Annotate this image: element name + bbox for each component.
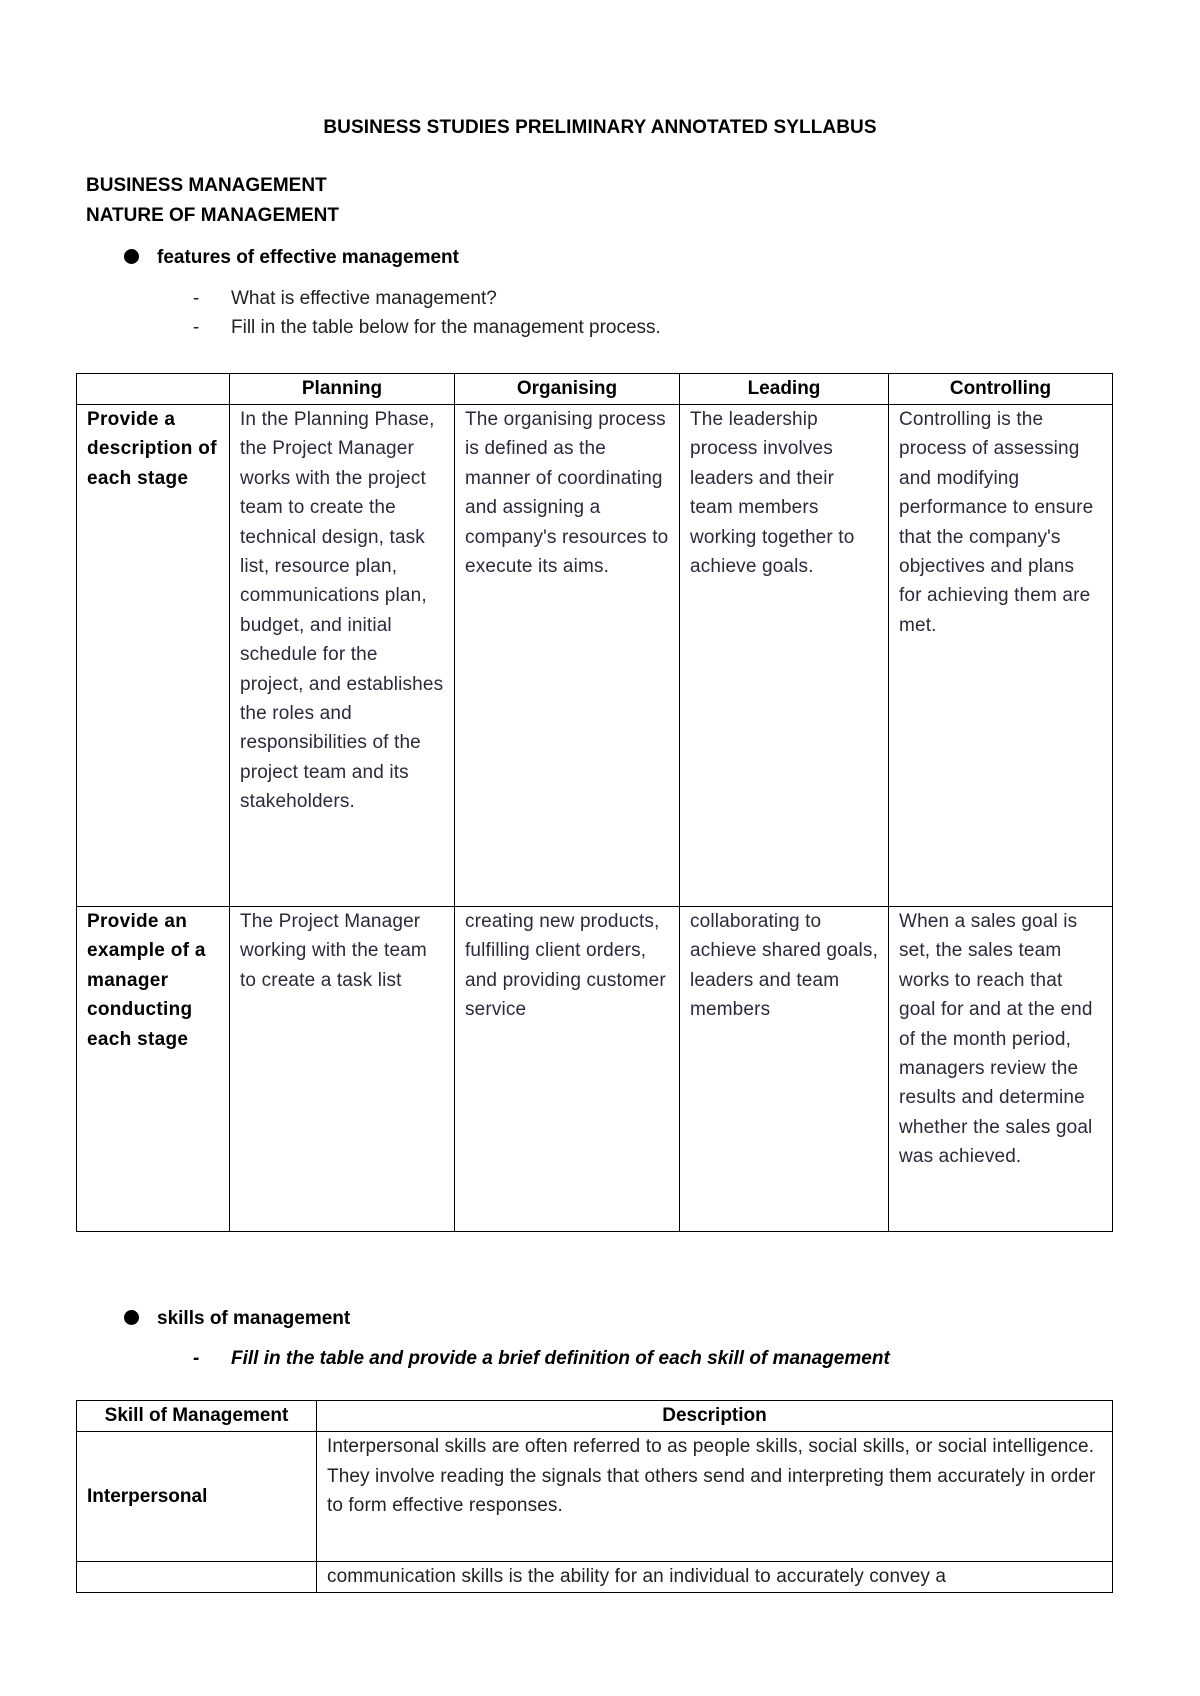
bullet-icon — [124, 249, 139, 264]
table-cell: The leadership process involves leaders and their team members working together to achieve goals. — [680, 405, 889, 907]
table-header-cell: Controlling — [889, 374, 1113, 405]
table-cell: creating new products, fulfilling client orders, and providing customer service — [455, 907, 680, 1232]
skill-name — [77, 1562, 317, 1593]
skill-name: Interpersonal — [77, 1432, 317, 1562]
skills-table — [76, 1400, 1113, 1593]
table-cell: When a sales goal is set, the sales team works to reach that goal for and at the end of the month period, managers review the results and determine whether the sales goal was achieved. — [889, 907, 1113, 1232]
task-item — [193, 1348, 890, 1370]
table-cell: The organising process is defined as the manner of coordinating and assigning a company's resources to execute its aims. — [455, 405, 680, 907]
dash-icon: - — [193, 317, 200, 338]
task-item — [193, 317, 661, 339]
task-text: Fill in the table below for the management process. — [231, 317, 661, 338]
management-process-table — [76, 373, 1113, 1232]
row-label: Provide an example of a manager conducting each stage — [77, 907, 230, 1232]
dash-icon: - — [193, 1348, 200, 1369]
table-header-cell: Description — [317, 1401, 1113, 1432]
table-header-cell — [77, 374, 230, 405]
bullet-icon — [124, 1310, 139, 1325]
bullet-skills — [124, 1308, 350, 1330]
table-header-cell: Skill of Management — [77, 1401, 317, 1432]
table-row — [77, 405, 1113, 907]
table-row — [77, 1432, 1113, 1562]
dash-icon: - — [193, 288, 200, 309]
task-text: Fill in the table and provide a brief definition of each skill of management — [231, 1348, 890, 1369]
bullet-features — [124, 247, 459, 269]
table-cell: collaborating to achieve shared goals, leaders and team members — [680, 907, 889, 1232]
section-heading-business-management: BUSINESS MANAGEMENT — [86, 175, 327, 196]
section-heading-nature-of-management: NATURE OF MANAGEMENT — [86, 205, 339, 226]
table-header-row — [77, 374, 1113, 405]
bullet-label: features of effective management — [157, 247, 459, 268]
task-text: What is effective management? — [231, 288, 497, 309]
skill-description: communication skills is the ability for an individual to accurately convey a — [317, 1562, 1113, 1593]
table-cell: Controlling is the process of assessing and modifying performance to ensure that the company's objectives and plans for achieving them are met. — [889, 405, 1113, 907]
task-item — [193, 288, 497, 310]
table-header-row — [77, 1401, 1113, 1432]
table-header-cell: Organising — [455, 374, 680, 405]
skill-description: Interpersonal skills are often referred to as people skills, social skills, or social intelligence. They involve reading the signals that others send and interpreting them accurately in order to form effective responses. — [317, 1432, 1113, 1562]
table-row — [77, 1562, 1113, 1593]
row-label: Provide a description of each stage — [77, 405, 230, 907]
table-cell: The Project Manager working with the team to create a task list — [230, 907, 455, 1232]
table-row — [77, 907, 1113, 1232]
bullet-label: skills of management — [157, 1308, 351, 1329]
document-title: BUSINESS STUDIES PRELIMINARY ANNOTATED SYLLABUS — [323, 117, 877, 138]
table-cell: In the Planning Phase, the Project Manager works with the project team to create the technical design, task list, resource plan, communications plan, budget, and initial schedule for the project, and establishes the roles and responsibilities of the project team and its stakeholders. — [230, 405, 455, 907]
table-header-cell: Leading — [680, 374, 889, 405]
table-header-cell: Planning — [230, 374, 455, 405]
